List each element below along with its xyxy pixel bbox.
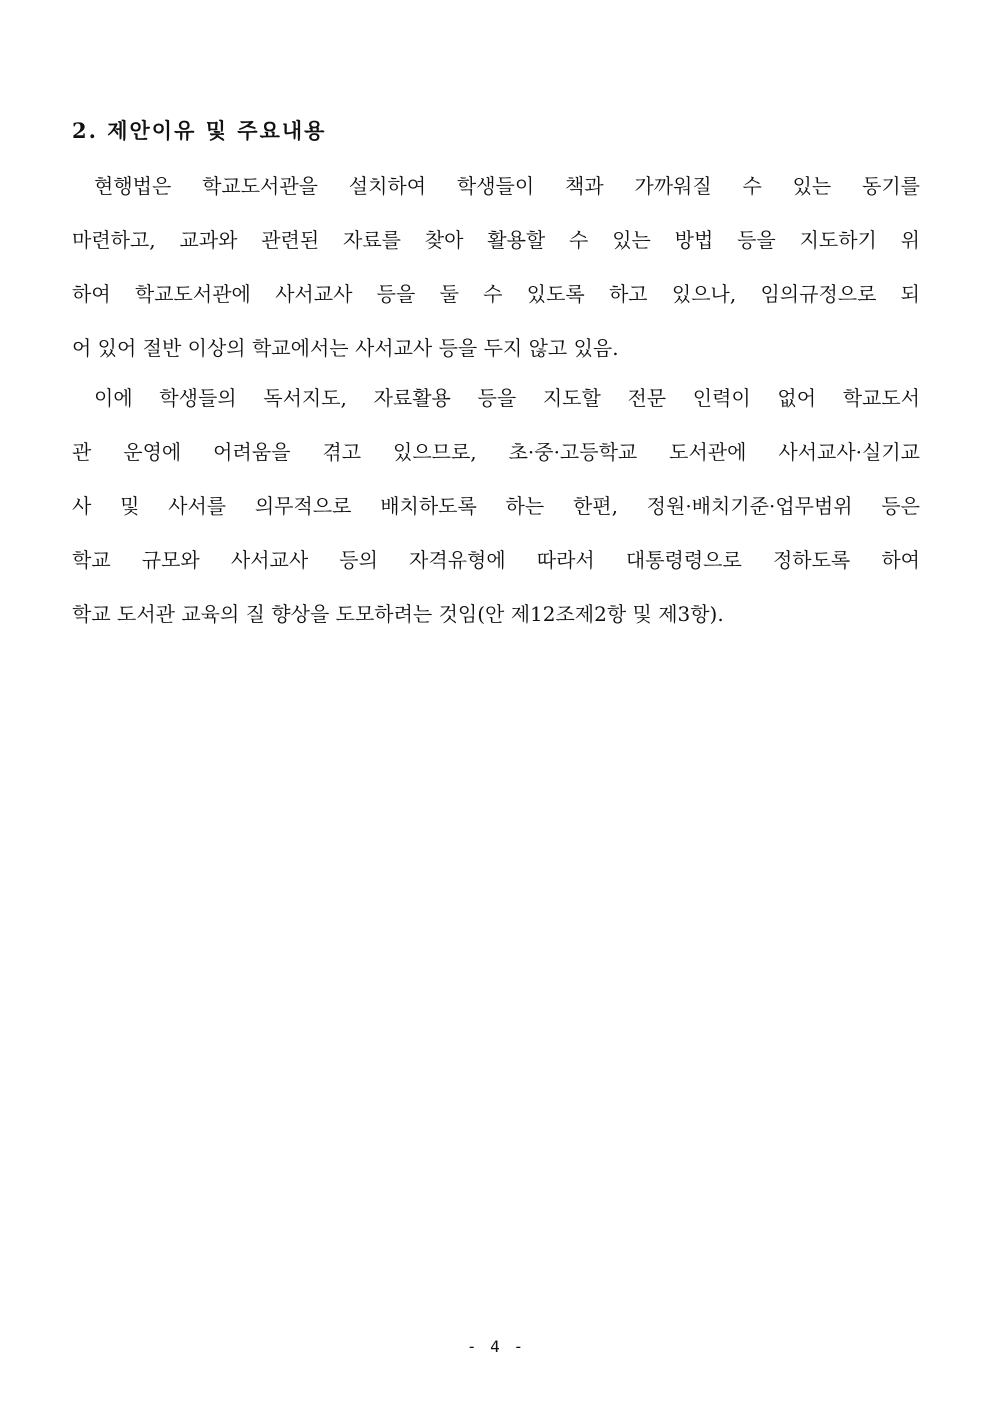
paragraph-line: 마련하고, 교과와 관련된 자료를 찾아 활용할 수 있는 방법 등을 지도하기 위	[72, 228, 920, 252]
paragraph-line: 현행법은 학교도서관을 설치하여 학생들이 책과 가까워질 수 있는 동기를	[94, 174, 920, 198]
paragraph-line: 학교 규모와 사서교사 등의 자격유형에 따라서 대통령령으로 정하도록 하여	[72, 548, 920, 572]
paragraph-line: 관 운영에 어려움을 겪고 있으므로, 초·중·고등학교 도서관에 사서교사·실기교	[72, 440, 920, 464]
paragraph-line: 어 있어 절반 이상의 학교에서는 사서교사 등을 두지 않고 있음.	[72, 336, 619, 360]
paragraph-line: 하여 학교도서관에 사서교사 등을 둘 수 있도록 하고 있으나, 임의규정으로 되	[72, 282, 920, 306]
page-number: - 4 -	[466, 1337, 526, 1356]
paragraph-line: 사 및 사서를 의무적으로 배치하도록 하는 한편, 정원·배치기준·업무범위 등은	[72, 494, 920, 518]
paragraph-line: 학교 도서관 교육의 질 향상을 도모하려는 것임(안 제12조제2항 및 제3항).	[72, 602, 724, 626]
section-title: 2. 제안이유 및 주요내용	[72, 118, 327, 143]
paragraph-line: 이에 학생들의 독서지도, 자료활용 등을 지도할 전문 인력이 없어 학교도서	[94, 386, 920, 410]
